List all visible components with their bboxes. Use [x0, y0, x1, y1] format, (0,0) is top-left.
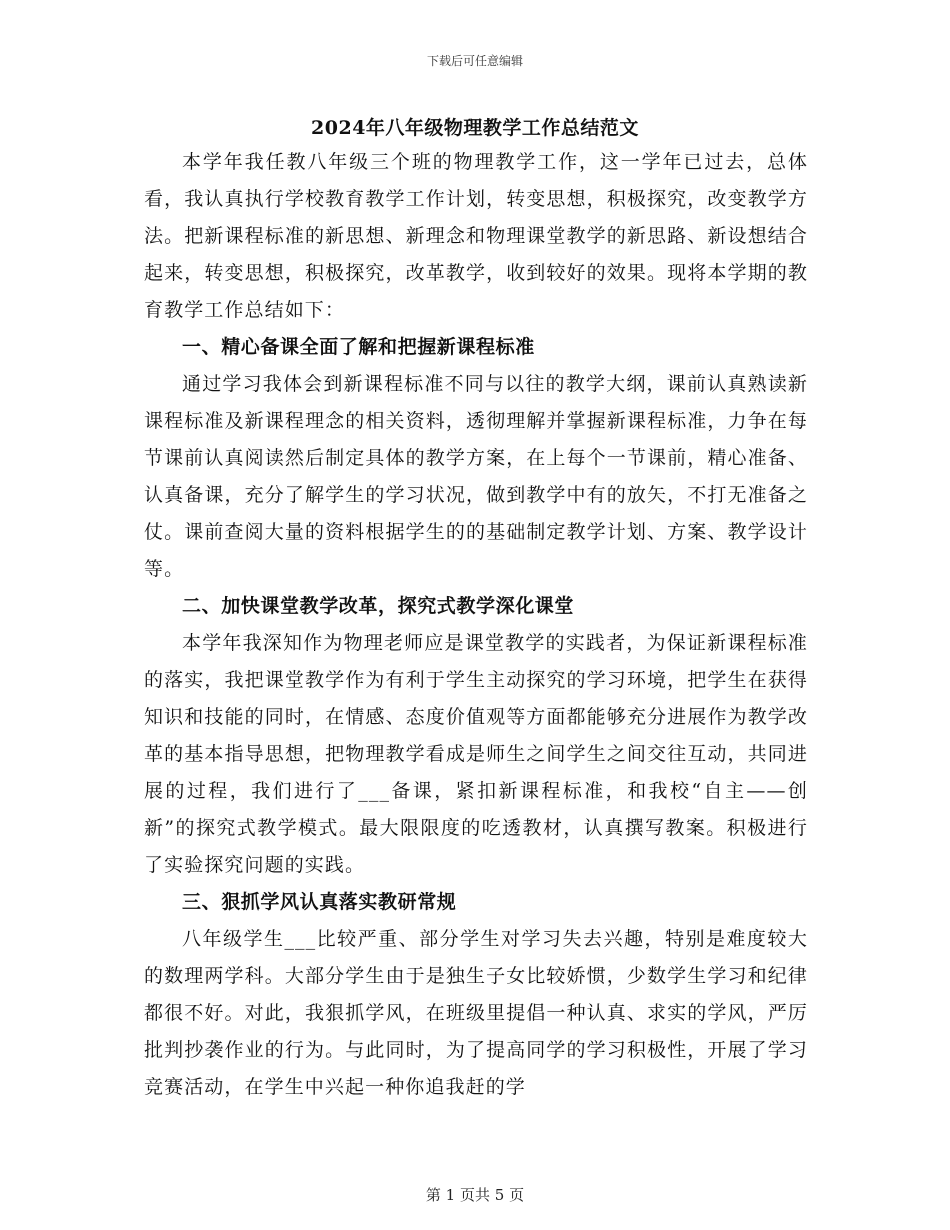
section-2-body: 本学年我深知作为物理老师应是课堂教学的实践者，为保证新课程标准的落实，我把课堂教学作为有利于学生主动探究的学习环境，把学生在获得知识和技能的同时，在情感、态度价值观等方面都能够充分进展作为教学改革的基本指导思想，把物理教学看成是师生之间学生之间交往互动，共同进展的过程，我们进行了___备课，紧扣新课程标准，和我校“自主——创新”的探究式教学模式。最大限限度的吃透教材，认真撰写教案。积极进行了实验探究问题的实践。	[144, 632, 808, 876]
section-3-body: 八年级学生___比较严重、部分学生对学习失去兴趣，特别是难度较大的数理两学科。大部分学生由于是独生子女比较娇惯，少数学生学习和纪律都很不好。对此，我狠抓学风，在班级里提倡一种认真、求实的学风，严厉批判抄袭作业的行为。与此同时，为了提高同学的学习积极性，开展了学习竞赛活动，在学生中兴起一种你追我赶的学	[144, 928, 808, 1098]
intro-paragraph: 本学年我任教八年级三个班的物理教学工作，这一学年已过去，总体看，我认真执行学校教育教学工作计划，转变思想，积极探究，改变教学方法。把新课程标准的新思想、新理念和物理课堂教学的新思路、新设想结合起来，转变思想，积极探究，改革教学，收到较好的效果。现将本学期的教育教学工作总结如下：	[144, 151, 808, 321]
section-3-heading: 三、狠抓学风认真落实教研常规	[182, 891, 457, 913]
document-body	[144, 144, 808, 1106]
section-1-body: 通过学习我体会到新课程标准不同与以往的教学大纲，课前认真熟读新课程标准及新课程理念的相关资料，透彻理解并掌握新课程标准，力争在每节课前认真阅读然后制定具体的教学方案，在上每个一节课前，精心准备、认真备课，充分了解学生的学习状况，做到教学中有的放矢，不打无准备之仗。课前查阅大量的资料根据学生的的基础制定教学计划、方案、教学设计等。	[144, 373, 808, 580]
page-number-footer: 第 1 页共 5 页	[425, 1186, 525, 1204]
section-2-heading: 二、加快课堂教学改革，探究式教学深化课堂	[182, 595, 575, 617]
page-header-note: 下载后可任意编辑	[426, 54, 523, 68]
document-title: 2024年八年级物理教学工作总结范文	[311, 117, 639, 139]
section-1-heading: 一、精心备课全面了解和把握新课程标准	[182, 336, 535, 358]
